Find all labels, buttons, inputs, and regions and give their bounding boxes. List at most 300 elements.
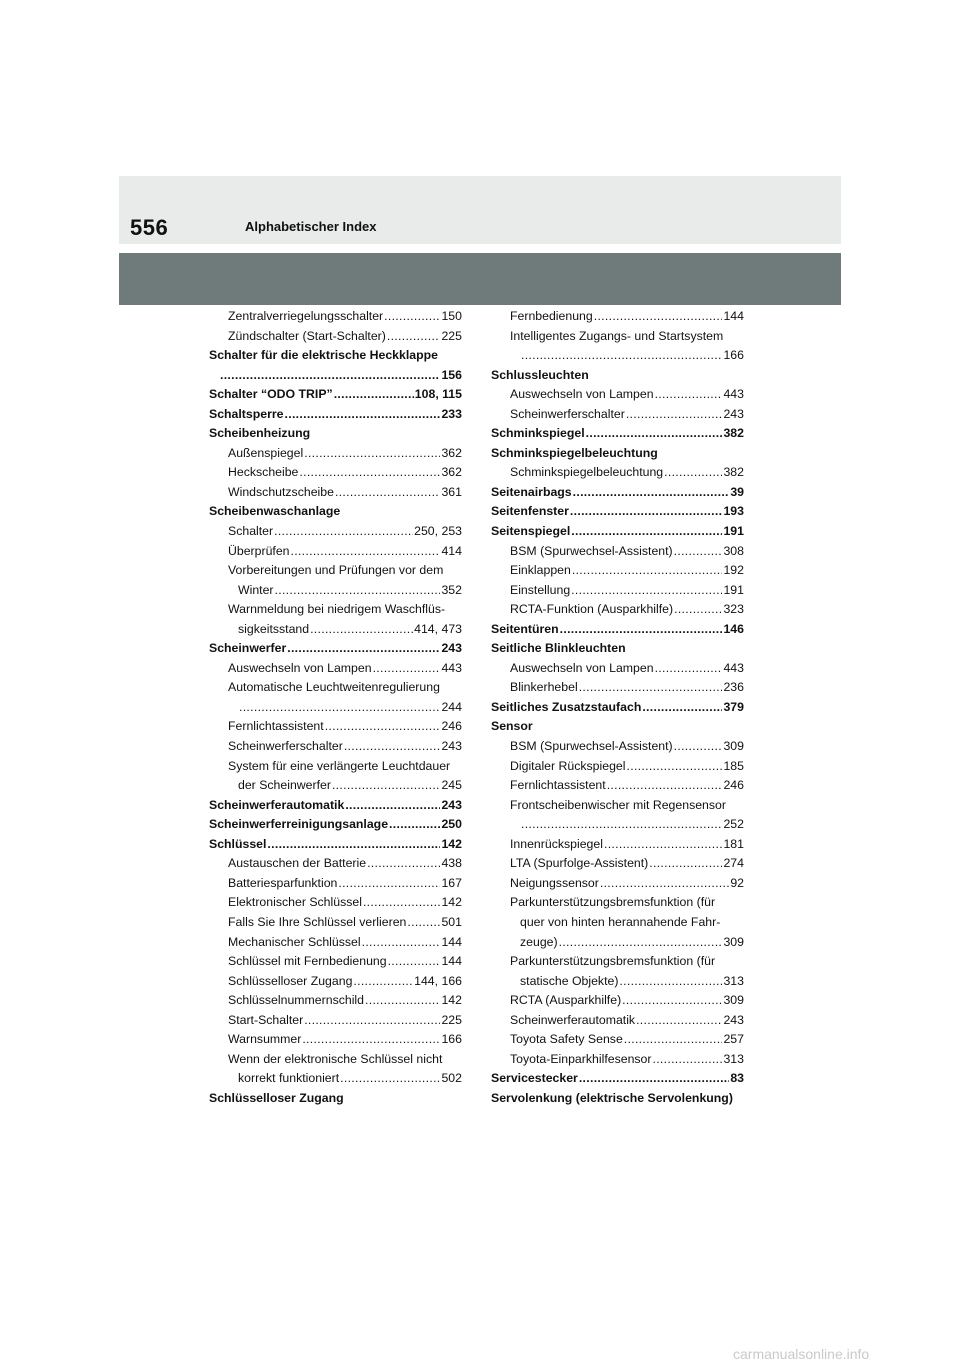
index-line xyxy=(209,737,462,757)
index-page-ref: 225 xyxy=(441,1012,462,1027)
index-term: Fernbedienung xyxy=(510,309,593,323)
index-page-ref: 414, 473 xyxy=(414,621,462,636)
index-page-ref: 309 xyxy=(723,739,744,754)
index-heading xyxy=(209,835,462,855)
index-page-ref: 181 xyxy=(723,836,744,851)
dot-leader xyxy=(275,581,441,601)
index-subentry xyxy=(491,542,744,562)
index-term: Schlüssel mit Fernbedienung xyxy=(228,954,387,969)
dot-leader xyxy=(367,854,440,874)
dot-leader xyxy=(365,991,440,1011)
dot-leader xyxy=(325,717,441,737)
dot-leader xyxy=(586,424,723,444)
index-line xyxy=(209,444,462,464)
dot-leader xyxy=(353,972,413,992)
index-line xyxy=(491,600,744,620)
index-line xyxy=(491,639,744,659)
index-term: Zündschalter (Start-Schalter) xyxy=(228,328,386,343)
index-page-ref: 144 xyxy=(441,934,462,949)
index-heading xyxy=(209,639,462,659)
index-subentry xyxy=(209,659,462,679)
index-term: Servicestecker xyxy=(491,1071,578,1086)
index-subentry xyxy=(209,1050,462,1089)
dot-leader xyxy=(570,502,723,522)
index-line xyxy=(209,1069,462,1089)
index-line xyxy=(491,796,744,816)
index-line xyxy=(209,854,462,874)
dot-leader xyxy=(674,737,723,757)
dot-leader xyxy=(655,659,723,679)
index-line xyxy=(209,796,462,816)
index-term: Scheinwerfer xyxy=(209,641,287,656)
index-term: Scheibenheizung xyxy=(209,426,311,441)
index-subentry xyxy=(491,757,744,777)
index-term: Start-Schalter xyxy=(228,1012,304,1027)
index-page-ref: 191 xyxy=(723,582,744,597)
index-term: Innenrückspiegel xyxy=(510,836,603,851)
index-term: Winter xyxy=(238,582,274,597)
index-line xyxy=(209,991,462,1011)
index-subentry xyxy=(209,483,462,503)
index-heading xyxy=(491,639,744,659)
index-line xyxy=(209,913,462,933)
index-line xyxy=(209,542,462,562)
index-term: Schlüsselnummernschild xyxy=(228,993,365,1008)
dot-leader xyxy=(607,776,723,796)
index-term: Schminkspiegel xyxy=(491,426,585,441)
index-subentry xyxy=(491,835,744,855)
section-title: Alphabetischer Index xyxy=(245,219,377,234)
index-line xyxy=(209,874,462,894)
index-term: Wenn der elektronische Schlüssel nicht xyxy=(228,1051,443,1066)
index-line xyxy=(491,561,744,581)
index-line xyxy=(491,776,744,796)
index-subentry xyxy=(491,327,744,366)
index-subentry xyxy=(209,678,462,717)
dot-leader xyxy=(363,893,441,913)
index-term: Scheinwerferautomatik xyxy=(209,797,345,812)
index-line xyxy=(209,366,462,386)
index-page-ref: 191 xyxy=(723,524,744,539)
dot-leader xyxy=(571,581,722,601)
index-subentry xyxy=(209,307,462,327)
index-line xyxy=(491,522,744,542)
dot-leader xyxy=(338,874,440,894)
index-line xyxy=(209,463,462,483)
index-term: Seitenairbags xyxy=(491,484,572,499)
index-line xyxy=(491,757,744,777)
index-line xyxy=(209,1011,462,1031)
index-line xyxy=(209,600,462,620)
index-line xyxy=(491,424,744,444)
index-line xyxy=(209,385,462,405)
index-term: Schlussleuchten xyxy=(491,367,589,382)
dot-leader xyxy=(388,952,441,972)
dot-leader xyxy=(674,600,722,620)
index-line xyxy=(491,542,744,562)
index-page-ref: 362 xyxy=(441,465,462,480)
index-subentry xyxy=(209,854,462,874)
dot-leader xyxy=(304,444,440,464)
index-term: Neigungssensor xyxy=(510,875,599,890)
index-subentry xyxy=(209,600,462,639)
index-term: der Scheinwerfer xyxy=(238,778,331,793)
index-subentry xyxy=(209,1011,462,1031)
index-line xyxy=(209,639,462,659)
index-subentry xyxy=(209,1030,462,1050)
index-term: BSM (Spurwechsel-Assistent) xyxy=(510,543,673,558)
index-term: Seitliches Zusatzstaufach xyxy=(491,699,642,714)
index-page-ref: 185 xyxy=(723,758,744,773)
index-subentry xyxy=(209,542,462,562)
index-page-ref: 250 xyxy=(441,817,462,832)
index-line xyxy=(209,307,462,327)
index-subentry xyxy=(491,600,744,620)
index-term: Heckscheibe xyxy=(228,465,299,480)
dot-leader xyxy=(299,463,440,483)
index-line xyxy=(491,659,744,679)
index-line xyxy=(491,307,744,327)
dot-leader xyxy=(559,933,723,953)
index-term: Servolenkung (elektrische Servolenkung) xyxy=(491,1090,733,1105)
index-term: Fernlichtassistent xyxy=(228,719,324,734)
section-tab-band xyxy=(119,253,841,305)
index-term: Seitliche Blinkleuchten xyxy=(491,641,626,656)
index-page-ref: 414 xyxy=(441,543,462,558)
index-line xyxy=(491,717,744,737)
index-term: Seitenspiegel xyxy=(491,524,571,539)
index-page-ref: 193 xyxy=(723,504,744,519)
index-page-ref: 243 xyxy=(441,739,462,754)
index-page-ref: 166 xyxy=(723,348,744,363)
index-term: Batteriesparfunktion xyxy=(228,875,338,890)
index-line xyxy=(491,463,744,483)
index-term: Seitenfenster xyxy=(491,504,569,519)
index-subentry xyxy=(491,952,744,991)
index-page-ref: 309 xyxy=(723,934,744,949)
index-line xyxy=(209,952,462,972)
index-term: Schalter xyxy=(228,524,274,539)
index-page-ref: 379 xyxy=(723,699,744,714)
index-page-ref: 39 xyxy=(730,484,744,499)
watermark: carmanualsonline.info xyxy=(733,1346,870,1362)
index-term: Außenspiegel xyxy=(228,445,304,460)
index-line xyxy=(209,620,462,640)
dot-leader xyxy=(267,835,440,855)
dot-leader xyxy=(345,796,440,816)
index-term: LTA (Spurfolge-Assistent) xyxy=(510,856,649,871)
index-heading xyxy=(209,424,462,444)
index-page-ref: 142 xyxy=(441,993,462,1008)
index-heading xyxy=(491,444,744,464)
index-heading xyxy=(491,483,744,503)
dot-leader xyxy=(664,463,722,483)
index-page-ref: 382 xyxy=(723,465,744,480)
index-line xyxy=(209,972,462,992)
index-page-ref: 142 xyxy=(441,836,462,851)
index-line xyxy=(491,991,744,1011)
index-line xyxy=(209,522,462,542)
index-page-ref: 167 xyxy=(441,875,462,890)
index-line xyxy=(209,405,462,425)
index-term: Scheinwerferschalter xyxy=(228,739,343,754)
index-subentry xyxy=(209,933,462,953)
index-subentry xyxy=(209,561,462,600)
index-subentry xyxy=(491,1011,744,1031)
dot-leader xyxy=(636,1011,722,1031)
index-term: Schlüsselloser Zugang xyxy=(228,973,353,988)
index-line xyxy=(491,502,744,522)
index-line xyxy=(209,346,462,366)
index-heading xyxy=(491,1069,744,1089)
index-page-ref: 443 xyxy=(723,387,744,402)
index-term: RCTA (Ausparkhilfe) xyxy=(510,993,622,1008)
index-term: Einstellung xyxy=(510,582,571,597)
index-heading xyxy=(209,346,462,385)
index-page-ref: 243 xyxy=(723,406,744,421)
index-line xyxy=(209,717,462,737)
index-page-ref: 323 xyxy=(723,602,744,617)
index-term: Scheinwerferautomatik xyxy=(510,1012,636,1027)
dot-leader xyxy=(653,1050,723,1070)
index-term: Seitentüren xyxy=(491,621,559,636)
index-line xyxy=(209,933,462,953)
index-line xyxy=(491,854,744,874)
dot-leader xyxy=(334,385,414,405)
index-subentry xyxy=(491,678,744,698)
index-page-ref: 244 xyxy=(441,699,462,714)
index-line xyxy=(209,776,462,796)
dot-leader xyxy=(579,678,723,698)
dot-leader xyxy=(560,620,723,640)
index-page-ref: 313 xyxy=(723,973,744,988)
index-page-ref: 313 xyxy=(723,1051,744,1066)
header-band xyxy=(119,176,841,244)
index-term: Auswechseln von Lampen xyxy=(510,387,654,402)
index-line xyxy=(491,327,744,347)
index-page-ref: 192 xyxy=(723,563,744,578)
dot-leader xyxy=(362,933,441,953)
index-line xyxy=(491,835,744,855)
index-heading xyxy=(491,717,744,737)
index-term: Fernlichtassistent xyxy=(510,778,606,793)
index-page-ref: 83 xyxy=(730,1071,744,1086)
dot-leader xyxy=(340,1069,440,1089)
dot-leader xyxy=(642,698,722,718)
dot-leader xyxy=(274,522,413,542)
index-line xyxy=(491,483,744,503)
index-term: Sensor xyxy=(491,719,533,734)
index-page-ref: 92 xyxy=(730,875,744,890)
index-subentry xyxy=(491,796,744,835)
dot-leader xyxy=(335,483,441,503)
index-subentry xyxy=(209,522,462,542)
index-line xyxy=(209,893,462,913)
dot-leader xyxy=(332,776,441,796)
index-page-ref: 236 xyxy=(723,680,744,695)
index-term: Toyota-Einparkhilfesensor xyxy=(510,1051,652,1066)
index-line xyxy=(491,346,744,366)
index-line xyxy=(209,678,462,698)
index-term: Austauschen der Batterie xyxy=(228,856,367,871)
index-line xyxy=(491,1089,744,1109)
index-term: Schminkspiegelbeleuchtung xyxy=(491,445,658,460)
index-term: Digitaler Rückspiegel xyxy=(510,758,626,773)
index-page-ref: 308 xyxy=(723,543,744,558)
index-term: Warnmeldung bei niedrigem Waschflüs- xyxy=(228,602,446,617)
dot-leader xyxy=(655,385,723,405)
index-line xyxy=(209,502,462,522)
index-subentry xyxy=(491,581,744,601)
index-line xyxy=(209,1089,462,1109)
index-page-ref: 246 xyxy=(441,719,462,734)
index-page-ref: 443 xyxy=(441,660,462,675)
dot-leader xyxy=(674,542,723,562)
dot-leader xyxy=(387,327,441,347)
index-page-ref: 233 xyxy=(441,406,462,421)
index-term: BSM (Spurwechsel-Assistent) xyxy=(510,739,673,754)
index-term: Auswechseln von Lampen xyxy=(510,660,654,675)
index-subentry xyxy=(491,561,744,581)
index-heading xyxy=(491,502,744,522)
dot-leader xyxy=(521,346,722,366)
dot-leader xyxy=(624,1030,723,1050)
index-subentry xyxy=(491,659,744,679)
index-line xyxy=(491,581,744,601)
index-term: RCTA-Funktion (Ausparkhilfe) xyxy=(510,602,674,617)
index-page-ref: 250, 253 xyxy=(414,524,462,539)
index-term: Windschutzscheibe xyxy=(228,484,334,499)
index-term: quer von hinten herannahende Fahr- xyxy=(520,914,721,929)
dot-leader xyxy=(521,815,722,835)
index-term: Blinkerhebel xyxy=(510,680,578,695)
index-line xyxy=(491,952,744,972)
dot-leader xyxy=(600,874,729,894)
index-page-ref: 108, 115 xyxy=(414,387,462,402)
index-subentry xyxy=(209,757,462,796)
index-line xyxy=(491,933,744,953)
index-term: Intelligentes Zugangs- und Startsystem xyxy=(510,328,724,343)
index-line xyxy=(209,327,462,347)
index-term: Warnsummer xyxy=(228,1032,302,1047)
index-line xyxy=(491,1030,744,1050)
index-subentry xyxy=(209,893,462,913)
index-page-ref: 246 xyxy=(723,778,744,793)
dot-leader xyxy=(304,1011,440,1031)
index-page-ref: 243 xyxy=(723,1012,744,1027)
index-line xyxy=(491,620,744,640)
index-subentry xyxy=(209,874,462,894)
index-subentry xyxy=(491,737,744,757)
index-term: System für eine verlängerte Leuchtdauer xyxy=(228,758,451,773)
index-heading xyxy=(491,424,744,444)
index-page-ref: 225 xyxy=(441,328,462,343)
index-heading xyxy=(209,815,462,835)
index-line xyxy=(209,835,462,855)
index-page-ref: 150 xyxy=(441,309,462,323)
index-line xyxy=(491,893,744,913)
index-term: Überprüfen xyxy=(228,543,290,558)
index-term: Elektronischer Schlüssel xyxy=(228,895,362,910)
index-heading xyxy=(491,1089,744,1109)
dot-leader xyxy=(619,972,722,992)
index-subentry xyxy=(491,893,744,952)
index-page-ref: 438 xyxy=(441,856,462,871)
index-page-ref: 274 xyxy=(723,856,744,871)
index-term: Auswechseln von Lampen xyxy=(228,660,372,675)
index-page-ref: 362 xyxy=(441,445,462,460)
index-line xyxy=(209,659,462,679)
index-line xyxy=(491,698,744,718)
index-term: statische Objekte) xyxy=(520,973,619,988)
index-subentry xyxy=(209,972,462,992)
index-page-ref: 146 xyxy=(723,621,744,636)
index-page-ref: 144, 166 xyxy=(414,973,462,988)
index-subentry xyxy=(491,307,744,327)
index-subentry xyxy=(209,327,462,347)
index-page-ref: 361 xyxy=(441,484,462,499)
index-page-ref: 243 xyxy=(441,797,462,812)
dot-leader xyxy=(572,561,723,581)
index-heading xyxy=(209,796,462,816)
dot-leader xyxy=(594,307,723,327)
index-term: Parkunterstützungsbremsfunktion (für xyxy=(510,954,716,969)
index-subentry xyxy=(491,874,744,894)
dot-leader xyxy=(373,659,441,679)
index-subentry xyxy=(491,854,744,874)
dot-leader xyxy=(649,854,722,874)
index-term: Toyota Safety Sense xyxy=(510,1032,623,1047)
dot-leader xyxy=(627,757,723,777)
index-line xyxy=(209,561,462,581)
dot-leader xyxy=(571,522,722,542)
index-column-left xyxy=(209,307,462,1108)
index-column-right xyxy=(491,307,744,1108)
index-line xyxy=(209,815,462,835)
index-heading xyxy=(209,405,462,425)
index-page-ref: 443 xyxy=(723,660,744,675)
index-subentry xyxy=(209,991,462,1011)
index-subentry xyxy=(209,952,462,972)
dot-leader xyxy=(579,1069,729,1089)
dot-leader xyxy=(285,405,441,425)
index-term: Zentralverriegelungsschalter xyxy=(228,309,384,323)
index-term: Parkunterstützungsbremsfunktion (für xyxy=(510,895,716,910)
index-term: Scheinwerferreinigungsanlage xyxy=(209,817,389,832)
index-line xyxy=(209,424,462,444)
index-page-ref: 144 xyxy=(441,954,462,969)
dot-leader xyxy=(389,815,440,835)
index-page-ref: 252 xyxy=(723,817,744,832)
index-page-ref: 156 xyxy=(441,367,462,382)
index-term: Schlüssel xyxy=(209,836,267,851)
index-line xyxy=(209,757,462,777)
dot-leader xyxy=(310,620,413,640)
dot-leader xyxy=(220,366,440,386)
index-line xyxy=(491,913,744,933)
index-heading xyxy=(491,366,744,386)
index-page-ref: 257 xyxy=(723,1032,744,1047)
index-term: Schalter für die elektrische Heckklappe xyxy=(209,348,438,363)
index-heading xyxy=(491,522,744,542)
index-term: Schaltsperre xyxy=(209,406,284,421)
index-page-ref: 243 xyxy=(441,641,462,656)
index-heading xyxy=(209,502,462,522)
index-line xyxy=(491,1069,744,1089)
index-line xyxy=(491,366,744,386)
index-term: Vorbereitungen und Prüfungen vor dem xyxy=(228,563,444,578)
index-subentry xyxy=(209,463,462,483)
